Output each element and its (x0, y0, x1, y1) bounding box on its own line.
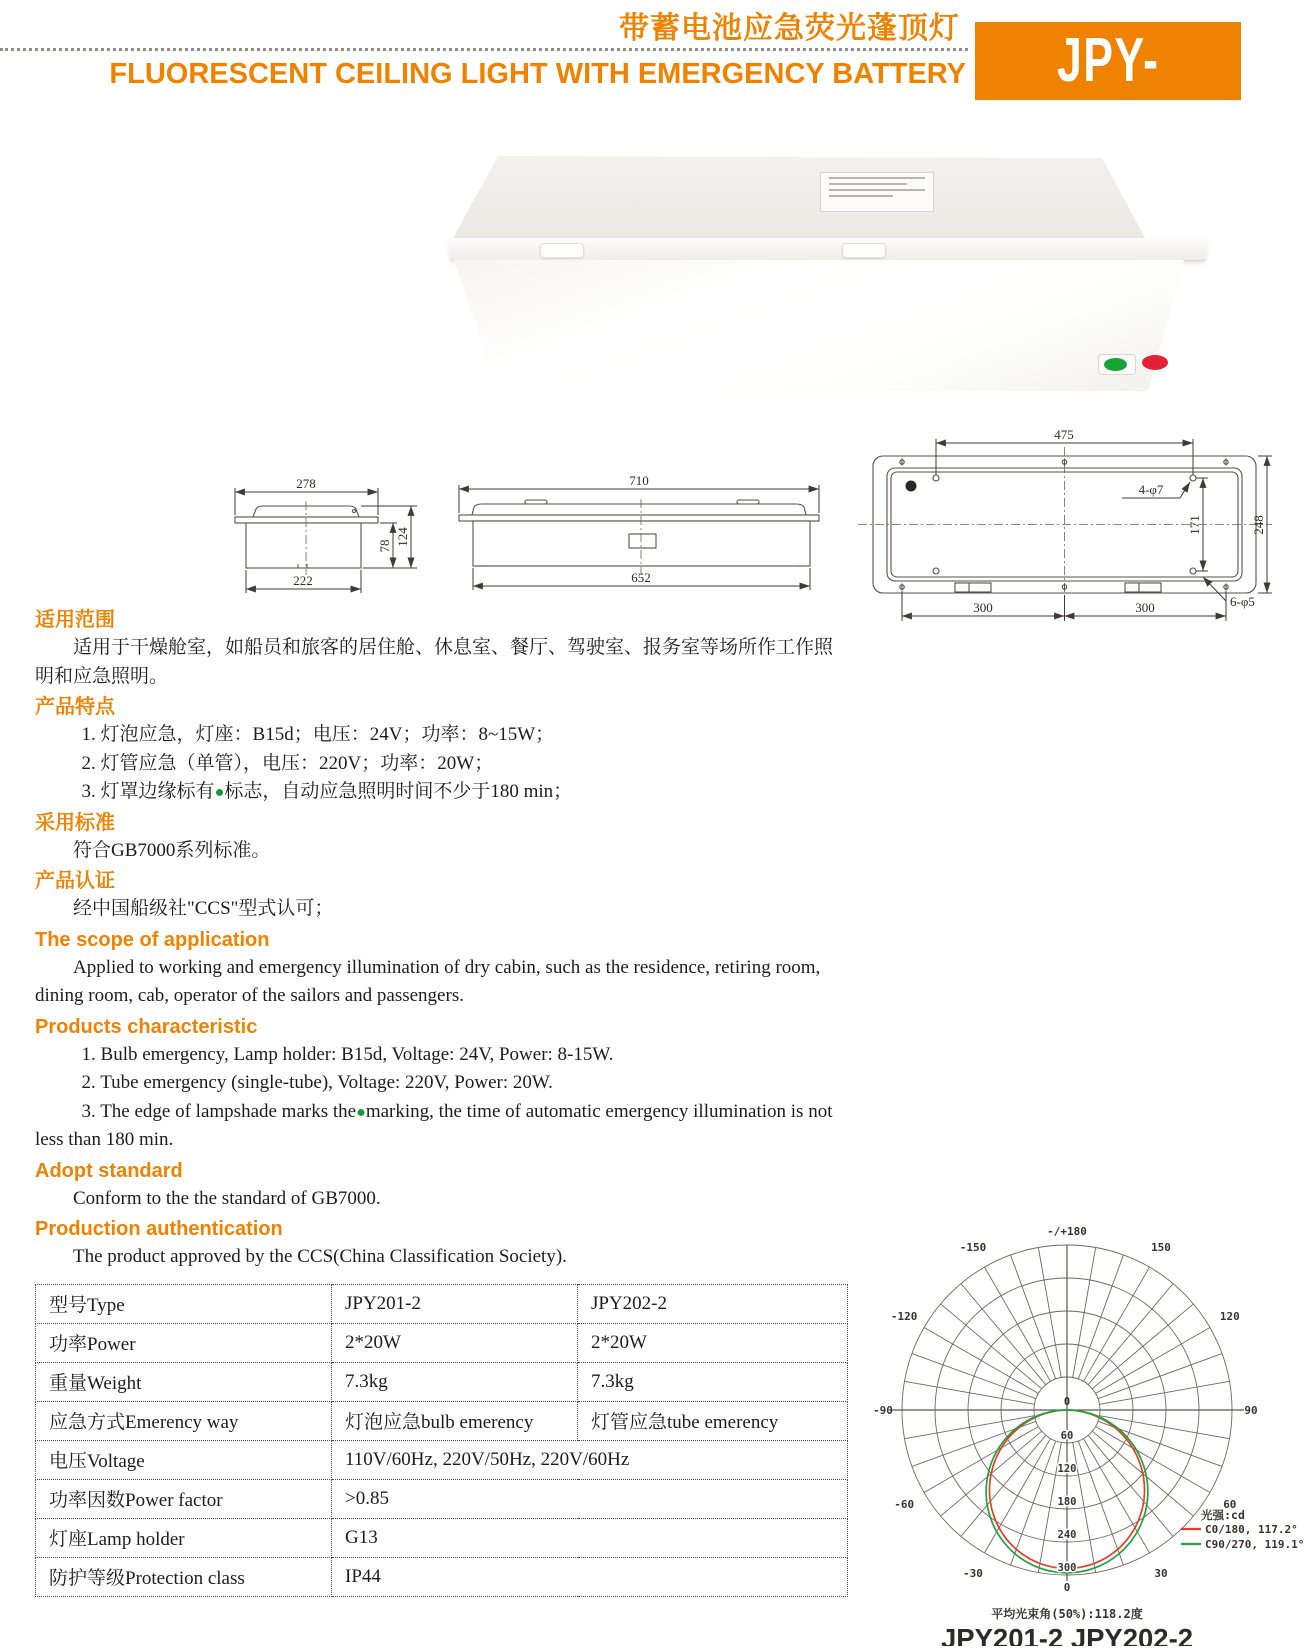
spec-value: JPY202-2 (578, 1284, 848, 1323)
svg-text:30: 30 (1154, 1566, 1168, 1580)
table-row (36, 1557, 848, 1596)
svg-text:300: 300 (1057, 1562, 1077, 1574)
svg-text:平均光束角(50%):118.2度: 平均光束角(50%):118.2度 (991, 1607, 1143, 1621)
spec-label: 功率因数Power factor (36, 1479, 332, 1518)
green-indicator-button (1104, 358, 1127, 371)
table-row (36, 1362, 848, 1401)
svg-text:180: 180 (1057, 1496, 1077, 1508)
section-body-zh-scope: 适用于干燥舱室，如船员和旅客的居住舱、休息室、餐厅、驾驶室、报务室等场所作工作照明和应急照明。 (35, 637, 834, 687)
page-title-zh: 带蓄电池应急荧光蓬顶灯 (619, 12, 960, 45)
section-body-en-standard: Conform to the the standard of GB7000. (73, 1187, 381, 1209)
section-body-en-scope: Applied to working and emergency illumination of dry cabin, such as the residence, retiring room, dining room, cab, operator of the sailors and passengers. (35, 956, 821, 1006)
product-label-sticker (820, 172, 934, 212)
section-heading-zh-cert: 产品认证 (35, 870, 115, 892)
section-heading-zh-features: 产品特点 (35, 696, 115, 718)
content-column (35, 604, 847, 1597)
spec-value: 灯泡应急bulb emerency (332, 1401, 578, 1440)
series-badge-label: JPY- (1056, 26, 1160, 95)
dim-248: 248 (1251, 515, 1266, 535)
dim-124: 124 (395, 527, 410, 547)
dim-78: 78 (377, 539, 392, 553)
svg-text:-120: -120 (890, 1310, 918, 1323)
series-badge (975, 22, 1241, 100)
green-dot-marker: ● (356, 1103, 366, 1121)
zh-feature-1: 1. 灯泡应急，灯座：B15d；电压：24V；功率：8~15W； (81, 724, 555, 745)
section-heading-en-scope: The scope of application (35, 928, 270, 951)
en-feature-3: 3. The edge of lampshade marks the●marking, the time of automatic emergency illumination is not less than 180 min. (35, 1100, 833, 1150)
svg-text:-60: -60 (894, 1498, 915, 1511)
section-heading-en-features: Products characteristic (35, 1015, 258, 1038)
table-row (36, 1323, 848, 1362)
section-heading-en-standard: Adopt standard (35, 1159, 183, 1182)
svg-text:240: 240 (1057, 1529, 1077, 1541)
section-heading-zh-scope: 适用范围 (35, 609, 115, 631)
green-dot-marker: ● (214, 784, 225, 801)
callout-4-phi7: 4-φ7 (1138, 482, 1164, 497)
polar-chart-svg (845, 1185, 1309, 1646)
svg-text:-/+180: -/+180 (1047, 1225, 1087, 1238)
dim-222: 222 (293, 573, 313, 588)
latch-right (1125, 583, 1161, 592)
section-body-zh-cert: 经中国船级社"CCS"型式认可； (73, 898, 334, 919)
dim-652: 652 (631, 570, 651, 585)
zh-feature-2: 2. 灯管应急（单管），电压：220V；功率：20W； (81, 752, 494, 774)
svg-text:120: 120 (1219, 1310, 1240, 1323)
dim-278: 278 (296, 476, 316, 491)
spec-table (35, 1284, 848, 1597)
drawing-top-view (858, 427, 1272, 621)
table-row (36, 1518, 848, 1557)
drawing-side-view (459, 473, 819, 590)
dim-300-left: 300 (973, 600, 993, 615)
spec-label: 防护等级Protection class (36, 1557, 332, 1596)
fixture-diffuser (440, 260, 1200, 392)
spec-label: 电压Voltage (36, 1440, 332, 1479)
dim-475: 475 (1054, 427, 1074, 442)
svg-text:-150: -150 (959, 1241, 987, 1255)
spec-value: IP44 (332, 1557, 848, 1596)
spec-label: 型号Type (36, 1284, 332, 1323)
section-heading-en-cert: Production authentication (35, 1218, 283, 1240)
svg-text:60: 60 (1060, 1430, 1074, 1442)
spec-value: 110V/60Hz, 220V/50Hz, 220V/60Hz (332, 1440, 848, 1479)
page-title-en: FLUORESCENT CEILING LIGHT WITH EMERGENCY BATTERY (109, 58, 966, 90)
svg-text:60: 60 (1223, 1498, 1237, 1511)
table-row (36, 1401, 848, 1440)
svg-text:0: 0 (1063, 1396, 1071, 1408)
drawing-end-view (235, 476, 417, 593)
spec-label: 重量Weight (36, 1362, 332, 1401)
spec-value: 2*20W (332, 1323, 578, 1362)
table-row (36, 1479, 848, 1518)
page-header (0, 12, 968, 89)
section-body-en-cert: The product approved by the CCS(China Classification Society). (73, 1246, 567, 1267)
cable-entry-dot (906, 481, 917, 492)
svg-text:90: 90 (1244, 1404, 1258, 1417)
dim-300-right: 300 (1135, 600, 1155, 615)
fixture-clip-right (842, 243, 886, 258)
svg-text:0: 0 (1063, 1581, 1071, 1594)
spec-label: 功率Power (36, 1323, 332, 1362)
callout-6-phi5: 6-φ5 (1230, 594, 1255, 609)
svg-text:150: 150 (1151, 1241, 1171, 1255)
spec-value: >0.85 (332, 1479, 848, 1518)
svg-text:120: 120 (1057, 1463, 1077, 1475)
spec-label: 应急方式Emerency way (36, 1401, 332, 1440)
latch-left (955, 583, 991, 592)
dim-171: 171 (1187, 515, 1202, 535)
product-photo (440, 148, 1240, 393)
svg-text:C90/270, 119.1°: C90/270, 119.1° (1205, 1538, 1305, 1551)
spec-label: 灯座Lamp holder (36, 1518, 332, 1557)
fixture-clip-left (540, 243, 584, 258)
spec-value: 灯管应急tube emerency (578, 1401, 848, 1440)
svg-text:C0/180, 117.2°: C0/180, 117.2° (1205, 1523, 1298, 1536)
en-feature-2: 2. Tube emergency (single-tube), Voltage: 220V, Power: 20W. (81, 1072, 553, 1093)
spec-value: JPY201-2 (332, 1284, 578, 1323)
red-indicator-button (1142, 355, 1168, 370)
en-feature-1: 1. Bulb emergency, Lamp holder: B15d, Voltage: 24V, Power: 8-15W. (81, 1043, 614, 1065)
svg-text:JPY201-2 JPY202-2: JPY201-2 JPY202-2 (941, 1623, 1193, 1646)
section-body-zh-standard: 符合GB7000系列标准。 (73, 839, 271, 861)
light-distribution-chart (845, 1185, 1309, 1646)
section-heading-zh-standard: 采用标准 (35, 811, 115, 834)
dim-710: 710 (629, 473, 649, 488)
svg-text:光强:cd: 光强:cd (1201, 1508, 1245, 1522)
spec-value: 7.3kg (332, 1362, 578, 1401)
svg-text:-30: -30 (963, 1566, 983, 1580)
spec-value: G13 (332, 1518, 848, 1557)
svg-text:-90: -90 (873, 1404, 893, 1417)
spec-value: 2*20W (578, 1323, 848, 1362)
zh-feature-3: 3. 灯罩边缘标有●标志，自动应急照明时间不少于180 min； (81, 781, 573, 802)
table-row (36, 1284, 848, 1323)
table-row (36, 1440, 848, 1479)
spec-value: 7.3kg (578, 1362, 848, 1401)
header-dotted-divider (0, 48, 968, 51)
